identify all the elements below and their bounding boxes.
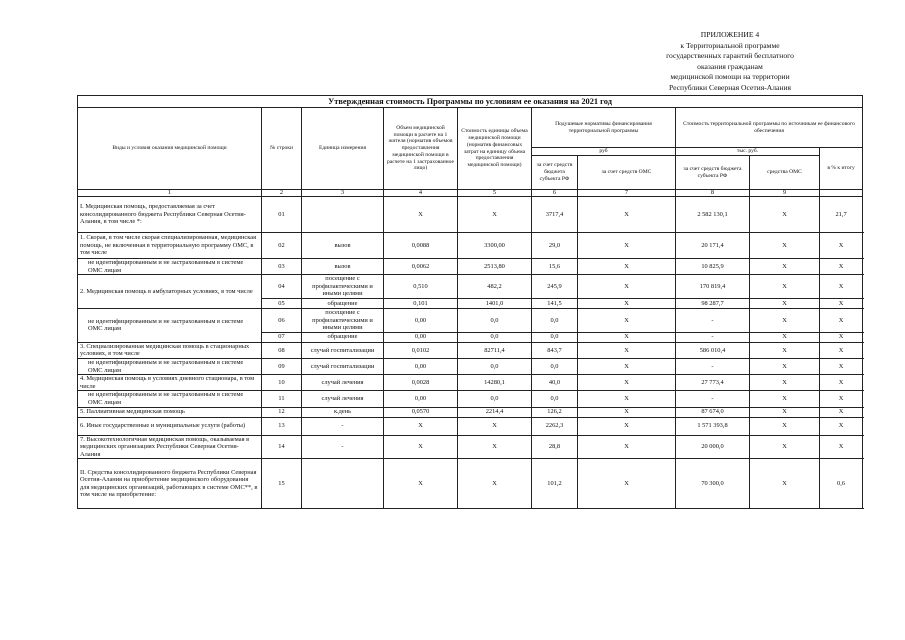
col-kind-header: Виды и условия оказания медицинской помощи bbox=[78, 108, 262, 190]
total-budget-cell: 170 819,4 bbox=[676, 275, 750, 299]
total-oms-cell: X bbox=[750, 358, 820, 374]
row-label: 4. Медицинская помощь в условиях дневного стационара, в том числе bbox=[78, 375, 262, 391]
row-label: 5. Паллиативная медицинская помощь bbox=[78, 407, 262, 417]
unit-cost-cell: 0,0 bbox=[458, 308, 532, 332]
per-capita-budget-cell: 245,9 bbox=[532, 275, 578, 299]
total-budget-cell: 10 825,9 bbox=[676, 259, 750, 275]
total-budget-cell: 1 571 393,8 bbox=[676, 417, 750, 435]
unit-cost-cell: X bbox=[458, 459, 532, 509]
percent-cell: 0,6 bbox=[820, 459, 863, 509]
header-line: ПРИЛОЖЕНИЕ 4 bbox=[700, 30, 760, 39]
unit-cost-cell: 0,0 bbox=[458, 391, 532, 407]
row-number: 10 bbox=[262, 375, 302, 391]
volume-cell: 0,00 bbox=[384, 391, 458, 407]
total-oms-cell: X bbox=[750, 435, 820, 459]
total-oms-cell: X bbox=[750, 233, 820, 259]
percent-cell: X bbox=[820, 308, 863, 332]
row-label: 1. Скорая, в том числе скорая специализированная, медицинская помощь, не включенная в территориальную программу ОМС, в том числе bbox=[78, 233, 262, 259]
col-number: 4 bbox=[384, 190, 458, 197]
table-row bbox=[78, 417, 863, 435]
unit-cell: к.день bbox=[302, 407, 384, 417]
percent-cell: X bbox=[820, 358, 863, 374]
row-number: 02 bbox=[262, 233, 302, 259]
volume-cell: 0,00 bbox=[384, 308, 458, 332]
unit-cell: вызов bbox=[302, 233, 384, 259]
total-budget-cell: 27 773,4 bbox=[676, 375, 750, 391]
volume-cell: 0,510 bbox=[384, 275, 458, 299]
row-number: 15 bbox=[262, 459, 302, 509]
total-oms-cell: X bbox=[750, 332, 820, 342]
table-row bbox=[78, 308, 863, 332]
per-capita-oms-cell: X bbox=[578, 459, 676, 509]
volume-cell: 0,0102 bbox=[384, 342, 458, 358]
unit-cell bbox=[302, 197, 384, 233]
thous-rub-header: тыс. руб. bbox=[676, 148, 820, 156]
budget-rf2-header: за счет средств бюджета субъекта РФ bbox=[676, 156, 750, 190]
total-oms-cell: X bbox=[750, 275, 820, 299]
budget-rf-header: за счет средств бюджета субъекта РФ bbox=[532, 156, 578, 190]
percent-cell: X bbox=[820, 275, 863, 299]
table-row bbox=[78, 459, 863, 509]
per-capita-oms-cell: X bbox=[578, 375, 676, 391]
percent-cell: X bbox=[820, 233, 863, 259]
row-number: 14 bbox=[262, 435, 302, 459]
column-numbers-row bbox=[78, 190, 863, 197]
unit-cost-cell: 14280,1 bbox=[458, 375, 532, 391]
volume-cell: 0,0088 bbox=[384, 233, 458, 259]
per-capita-oms-cell: X bbox=[578, 358, 676, 374]
percent-cell: 21,7 bbox=[820, 197, 863, 233]
unit-cost-cell: 482,2 bbox=[458, 275, 532, 299]
percent-header: в % к итогу bbox=[820, 148, 863, 190]
unit-cell: - bbox=[302, 435, 384, 459]
total-budget-cell: - bbox=[676, 391, 750, 407]
total-budget-cell: 20 000,0 bbox=[676, 435, 750, 459]
per-capita-oms-cell: X bbox=[578, 342, 676, 358]
header-line: Республики Северная Осетия-Алания bbox=[668, 82, 792, 92]
total-budget-cell: 87 674,0 bbox=[676, 407, 750, 417]
per-capita-budget-cell: 28,8 bbox=[532, 435, 578, 459]
per-capita-budget-cell: 15,6 bbox=[532, 259, 578, 275]
col-number: 7 bbox=[578, 190, 676, 197]
per-capita-budget-cell: 0,0 bbox=[532, 391, 578, 407]
col-number: 3 bbox=[302, 190, 384, 197]
col-number: 6 bbox=[532, 190, 578, 197]
header-line: медицинской помощи на территории bbox=[670, 72, 790, 81]
row-label: не идентифицированным и не застрахованным в системе ОМС лицам bbox=[78, 308, 262, 342]
total-oms-cell: X bbox=[750, 417, 820, 435]
total-budget-cell: 98 287,7 bbox=[676, 298, 750, 308]
total-budget-cell: - bbox=[676, 308, 750, 332]
unit-cost-cell: 3300,00 bbox=[458, 233, 532, 259]
percent-cell: X bbox=[820, 298, 863, 308]
total-oms-cell: X bbox=[750, 459, 820, 509]
per-capita-budget-cell: 126,2 bbox=[532, 407, 578, 417]
unit-cost-cell: 2513,80 bbox=[458, 259, 532, 275]
total-oms-cell: X bbox=[750, 407, 820, 417]
total-budget-cell: - bbox=[676, 358, 750, 374]
row-number: 13 bbox=[262, 417, 302, 435]
unit-cell: вызов bbox=[302, 259, 384, 275]
unit-cell: случай госпитализации bbox=[302, 342, 384, 358]
volume-cell: 0,101 bbox=[384, 298, 458, 308]
row-number: 01 bbox=[262, 197, 302, 233]
table-row bbox=[78, 342, 863, 358]
unit-cell: обращение bbox=[302, 298, 384, 308]
row-label: II. Средства консолидированного бюджета Республики Северная Осетия-Алания на приобретение медицинского оборудования для медицинских организаций, работающих в системе ОМС**, в том числе на приобретение: bbox=[78, 459, 262, 509]
per-capita-budget-cell: 40,0 bbox=[532, 375, 578, 391]
col-unit-header: Единица измерения bbox=[302, 108, 384, 190]
total-budget-cell: 70 300,0 bbox=[676, 459, 750, 509]
unit-cost-cell: X bbox=[458, 435, 532, 459]
per-capita-oms-cell: X bbox=[578, 298, 676, 308]
unit-cell: случай лечения bbox=[302, 375, 384, 391]
row-label: не идентифицированным и не застрахованным в системе ОМС лицам bbox=[78, 391, 262, 407]
header-line: к Территориальной программе bbox=[680, 40, 780, 50]
row-label: не идентифицированным и не застрахованным в системе ОМС лицам bbox=[78, 259, 262, 275]
total-oms-cell: X bbox=[750, 197, 820, 233]
oms2-header: средства ОМС bbox=[750, 156, 820, 190]
unit-cell: посещение с профилактическими и иными целями bbox=[302, 308, 384, 332]
per-capita-budget-cell: 3717,4 bbox=[532, 197, 578, 233]
volume-cell: 0,0028 bbox=[384, 375, 458, 391]
volume-cell: 0,00 bbox=[384, 358, 458, 374]
total-oms-cell: X bbox=[750, 391, 820, 407]
percent-cell: X bbox=[820, 417, 863, 435]
table-row bbox=[78, 197, 863, 233]
row-label: не идентифицированным и не застрахованным в системе ОМС лицам bbox=[78, 358, 262, 374]
volume-cell: X bbox=[384, 435, 458, 459]
row-number: 07 bbox=[262, 332, 302, 342]
col-row-no-header: № строки bbox=[262, 108, 302, 190]
row-number: 04 bbox=[262, 275, 302, 299]
row-number: 08 bbox=[262, 342, 302, 358]
appendix-header bbox=[600, 30, 860, 93]
header-line: государственных гарантий бесплатного bbox=[666, 51, 794, 60]
volume-cell: 0,0062 bbox=[384, 259, 458, 275]
table-title: Утвержденная стоимость Программы по условиям ее оказания на 2021 год bbox=[78, 96, 863, 108]
percent-cell: X bbox=[820, 391, 863, 407]
total-budget-cell: 2 582 130,1 bbox=[676, 197, 750, 233]
unit-cost-cell: X bbox=[458, 417, 532, 435]
table-row bbox=[78, 407, 863, 417]
unit-cell: посещение с профилактическими и иными целями bbox=[302, 275, 384, 299]
per-capita-oms-cell: X bbox=[578, 259, 676, 275]
row-label: 7. Высокотехнологичная медицинская помощь, оказываемая в медицинских организациях Республики Северная Осетия-Алания bbox=[78, 435, 262, 459]
percent-cell: X bbox=[820, 259, 863, 275]
header-line: оказания гражданам bbox=[697, 61, 763, 71]
per-capita-budget-cell: 2262,3 bbox=[532, 417, 578, 435]
cost-table bbox=[77, 95, 863, 509]
row-number: 03 bbox=[262, 259, 302, 275]
percent-cell: X bbox=[820, 407, 863, 417]
row-label: I. Медицинская помощь, предоставляемая за счет консолидированного бюджета Республики Северная Осетия-Алания, в том числе *: bbox=[78, 197, 262, 233]
per-capita-budget-cell: 843,7 bbox=[532, 342, 578, 358]
table-row bbox=[78, 358, 863, 374]
unit-cell: - bbox=[302, 417, 384, 435]
percent-cell: X bbox=[820, 435, 863, 459]
row-number: 11 bbox=[262, 391, 302, 407]
percent-cell: X bbox=[820, 332, 863, 342]
per-capita-oms-cell: X bbox=[578, 275, 676, 299]
table-row bbox=[78, 259, 863, 275]
col-number: 8 bbox=[676, 190, 750, 197]
unit-cost-cell: 0,0 bbox=[458, 358, 532, 374]
unit-cost-cell: 1401,0 bbox=[458, 298, 532, 308]
oms-header: за счет средств ОМС bbox=[578, 156, 676, 190]
col-number: 1 bbox=[78, 190, 262, 197]
table-row bbox=[78, 275, 863, 299]
per-capita-budget-cell: 29,0 bbox=[532, 233, 578, 259]
row-number: 12 bbox=[262, 407, 302, 417]
per-capita-oms-cell: X bbox=[578, 435, 676, 459]
table-row bbox=[78, 435, 863, 459]
col-number: 9 bbox=[750, 190, 820, 197]
col-number bbox=[820, 190, 863, 197]
total-oms-cell: X bbox=[750, 375, 820, 391]
volume-cell: X bbox=[384, 197, 458, 233]
volume-cell: 0,00 bbox=[384, 332, 458, 342]
row-number: 06 bbox=[262, 308, 302, 332]
row-label: 2. Медицинская помощь в амбулаторных условиях, в том числе bbox=[78, 275, 262, 309]
unit-cost-cell: 82711,4 bbox=[458, 342, 532, 358]
table-row bbox=[78, 391, 863, 407]
row-number: 05 bbox=[262, 298, 302, 308]
per-capita-oms-cell: X bbox=[578, 197, 676, 233]
per-capita-oms-cell: X bbox=[578, 332, 676, 342]
per-capita-oms-cell: X bbox=[578, 391, 676, 407]
unit-cell: случай госпитализации bbox=[302, 358, 384, 374]
total-oms-cell: X bbox=[750, 298, 820, 308]
total-budget-cell: 20 171,4 bbox=[676, 233, 750, 259]
unit-cost-cell: 0,0 bbox=[458, 332, 532, 342]
col-per-capita-header: Подушевые нормативы финансирования территориальной программы bbox=[532, 108, 676, 148]
volume-cell: 0,0570 bbox=[384, 407, 458, 417]
total-oms-cell: X bbox=[750, 342, 820, 358]
col-volume-header: Объем медицинской помощи в расчете на 1 жителя (норматив объемов предоставления медицинской помощи в расчете на 1 застрахованное лицо) bbox=[384, 108, 458, 190]
per-capita-oms-cell: X bbox=[578, 407, 676, 417]
col-cost-header: Стоимость территориальной программы по источникам ее финансового обеспечения bbox=[676, 108, 863, 148]
per-capita-budget-cell: 0,0 bbox=[532, 308, 578, 332]
percent-cell: X bbox=[820, 342, 863, 358]
total-budget-cell: - bbox=[676, 332, 750, 342]
total-budget-cell: 586 010,4 bbox=[676, 342, 750, 358]
per-capita-budget-cell: 0,0 bbox=[532, 332, 578, 342]
volume-cell: X bbox=[384, 459, 458, 509]
row-label: 6. Иные государственные и муниципальные услуги (работы) bbox=[78, 417, 262, 435]
rub-header: руб bbox=[532, 148, 676, 156]
col-number: 5 bbox=[458, 190, 532, 197]
per-capita-oms-cell: X bbox=[578, 417, 676, 435]
volume-cell: X bbox=[384, 417, 458, 435]
unit-cell: обращение bbox=[302, 332, 384, 342]
unit-cell bbox=[302, 459, 384, 509]
unit-cost-cell: 2214,4 bbox=[458, 407, 532, 417]
unit-cell: случай лечения bbox=[302, 391, 384, 407]
per-capita-oms-cell: X bbox=[578, 233, 676, 259]
total-oms-cell: X bbox=[750, 308, 820, 332]
per-capita-budget-cell: 101,2 bbox=[532, 459, 578, 509]
row-label: 3. Специализированная медицинская помощь в стационарных условиях, в том числе bbox=[78, 342, 262, 358]
table-row bbox=[78, 375, 863, 391]
table-row bbox=[78, 233, 863, 259]
per-capita-budget-cell: 0,0 bbox=[532, 358, 578, 374]
per-capita-budget-cell: 141,5 bbox=[532, 298, 578, 308]
total-oms-cell: X bbox=[750, 259, 820, 275]
col-number: 2 bbox=[262, 190, 302, 197]
unit-cost-cell: X bbox=[458, 197, 532, 233]
per-capita-oms-cell: X bbox=[578, 308, 676, 332]
percent-cell: X bbox=[820, 375, 863, 391]
col-unit-cost-header: Стоимость единицы объема медицинской помощи (норматив финансовых затрат на единицу объема предоставления медицинской помощи) bbox=[458, 108, 532, 190]
row-number: 09 bbox=[262, 358, 302, 374]
